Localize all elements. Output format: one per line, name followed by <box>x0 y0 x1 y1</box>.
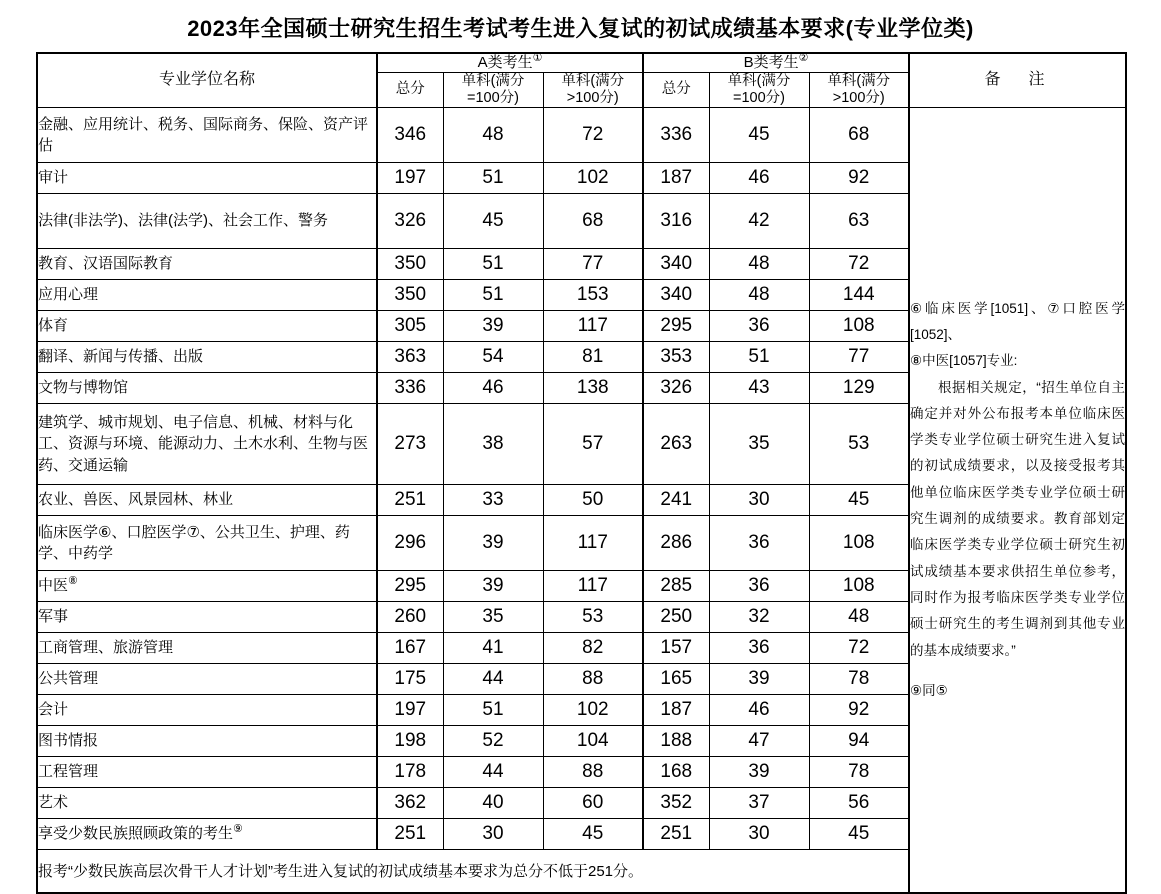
row-b-single-gt100: 56 <box>809 787 909 818</box>
page-title: 2023年全国硕士研究生招生考试考生进入复试的初试成绩基本要求(专业学位类) <box>187 16 974 41</box>
row-a-single-gt100: 117 <box>543 515 643 570</box>
row-b-total: 168 <box>643 756 709 787</box>
row-a-single-eq100: 51 <box>443 248 543 279</box>
row-a-single-eq100: 33 <box>443 484 543 515</box>
row-b-single-gt100: 77 <box>809 341 909 372</box>
row-b-single-gt100: 48 <box>809 601 909 632</box>
row-major-name: 文物与博物馆 <box>37 372 377 403</box>
row-a-single-gt100: 102 <box>543 162 643 193</box>
row-a-single-gt100: 57 <box>543 403 643 484</box>
row-b-single-gt100: 78 <box>809 663 909 694</box>
header-group-b <box>643 53 909 72</box>
row-b-single-eq100: 39 <box>709 663 809 694</box>
row-a-single-eq100: 41 <box>443 632 543 663</box>
remark-line-1: ⑥临床医学[1051]、⑦口腔医学[1052]、 <box>910 300 1125 342</box>
header-major-name: 专业学位名称 <box>37 53 377 107</box>
row-a-total: 260 <box>377 601 443 632</box>
row-b-total: 165 <box>643 663 709 694</box>
row-major-name: 艺术 <box>37 787 377 818</box>
footer-note: 报考“少数民族高层次骨干人才计划”考生进入复试的初试成绩基本要求为总分不低于251分。 <box>37 849 909 893</box>
row-a-single-eq100: 51 <box>443 279 543 310</box>
row-b-total: 187 <box>643 162 709 193</box>
row-b-single-eq100: 43 <box>709 372 809 403</box>
table-head <box>37 53 1126 107</box>
row-b-single-gt100: 108 <box>809 570 909 601</box>
row-b-single-gt100: 45 <box>809 484 909 515</box>
header-b-total: 总分 <box>643 72 709 107</box>
header-a-single-gt100-line1: 单科(满分 <box>561 72 625 89</box>
row-a-total: 295 <box>377 570 443 601</box>
row-b-total: 241 <box>643 484 709 515</box>
row-b-total: 316 <box>643 193 709 248</box>
row-b-single-gt100: 45 <box>809 818 909 849</box>
row-a-single-eq100: 30 <box>443 818 543 849</box>
row-b-single-gt100: 108 <box>809 515 909 570</box>
header-b-single-gt100-line2: >100分) <box>832 89 885 106</box>
row-a-total: 296 <box>377 515 443 570</box>
row-major-name-sup: ⑧ <box>68 575 78 588</box>
row-b-single-gt100: 108 <box>809 310 909 341</box>
row-major-name: 审计 <box>37 162 377 193</box>
row-b-single-gt100: 72 <box>809 632 909 663</box>
row-b-total: 336 <box>643 107 709 162</box>
header-b-single-eq100-line2: =100分) <box>733 89 785 106</box>
table-body <box>37 107 1126 893</box>
row-a-single-gt100: 50 <box>543 484 643 515</box>
row-a-single-eq100: 51 <box>443 162 543 193</box>
row-b-single-eq100: 30 <box>709 484 809 515</box>
row-b-single-gt100: 94 <box>809 725 909 756</box>
row-b-total: 326 <box>643 372 709 403</box>
header-a-single-eq100 <box>443 72 543 107</box>
row-b-single-eq100: 36 <box>709 570 809 601</box>
row-b-total: 157 <box>643 632 709 663</box>
row-b-single-eq100: 35 <box>709 403 809 484</box>
row-major-name: 工商管理、旅游管理 <box>37 632 377 663</box>
row-a-single-eq100: 40 <box>443 787 543 818</box>
header-group-b-sup: ② <box>798 52 809 64</box>
row-a-single-eq100: 52 <box>443 725 543 756</box>
row-b-single-eq100: 30 <box>709 818 809 849</box>
row-b-total: 188 <box>643 725 709 756</box>
row-a-total: 350 <box>377 248 443 279</box>
row-a-total: 326 <box>377 193 443 248</box>
row-a-single-gt100: 102 <box>543 694 643 725</box>
header-remark: 备 注 <box>909 53 1126 107</box>
row-b-single-eq100: 48 <box>709 279 809 310</box>
row-b-single-eq100: 46 <box>709 162 809 193</box>
row-b-single-gt100: 78 <box>809 756 909 787</box>
row-a-total: 178 <box>377 756 443 787</box>
row-a-single-gt100: 72 <box>543 107 643 162</box>
row-major-name: 图书情报 <box>37 725 377 756</box>
remark-line-last: ⑨同⑤ <box>910 682 948 698</box>
header-a-single-eq100-line2: =100分) <box>467 89 519 106</box>
row-major-name: 享受少数民族照顾政策的考生⑨ <box>37 818 377 849</box>
row-major-name: 体育 <box>37 310 377 341</box>
row-b-total: 295 <box>643 310 709 341</box>
row-b-total: 250 <box>643 601 709 632</box>
row-major-name-sup: ⑨ <box>233 823 243 836</box>
row-a-single-gt100: 68 <box>543 193 643 248</box>
row-a-total: 198 <box>377 725 443 756</box>
header-group-a <box>377 53 643 72</box>
row-a-single-gt100: 88 <box>543 756 643 787</box>
row-b-single-eq100: 42 <box>709 193 809 248</box>
row-major-name: 应用心理 <box>37 279 377 310</box>
row-b-single-eq100: 36 <box>709 515 809 570</box>
row-major-name: 翻译、新闻与传播、出版 <box>37 341 377 372</box>
header-b-single-gt100 <box>809 72 909 107</box>
header-b-single-gt100-line1: 单科(满分 <box>827 72 891 89</box>
row-major-name: 工程管理 <box>37 756 377 787</box>
table-header-row-1 <box>37 53 1126 72</box>
row-a-single-gt100: 60 <box>543 787 643 818</box>
row-b-single-eq100: 45 <box>709 107 809 162</box>
row-b-single-eq100: 32 <box>709 601 809 632</box>
row-b-total: 353 <box>643 341 709 372</box>
row-b-total: 286 <box>643 515 709 570</box>
row-a-total: 197 <box>377 694 443 725</box>
row-b-total: 263 <box>643 403 709 484</box>
row-a-single-gt100: 53 <box>543 601 643 632</box>
row-b-total: 285 <box>643 570 709 601</box>
row-b-total: 340 <box>643 279 709 310</box>
row-b-single-eq100: 39 <box>709 756 809 787</box>
remark-line-2: ⑧中医[1057]专业: <box>910 353 1018 369</box>
row-major-name: 会计 <box>37 694 377 725</box>
row-a-total: 175 <box>377 663 443 694</box>
row-b-single-eq100: 37 <box>709 787 809 818</box>
header-group-b-label: B类考生 <box>743 54 799 71</box>
row-a-single-gt100: 82 <box>543 632 643 663</box>
row-a-total: 167 <box>377 632 443 663</box>
row-b-single-gt100: 68 <box>809 107 909 162</box>
row-major-name: 法律(非法学)、法律(法学)、社会工作、警务 <box>37 193 377 248</box>
row-major-name: 临床医学⑥、口腔医学⑦、公共卫生、护理、药学、中药学 <box>37 515 377 570</box>
row-major-name: 金融、应用统计、税务、国际商务、保险、资产评估 <box>37 107 377 162</box>
row-major-name: 农业、兽医、风景园林、林业 <box>37 484 377 515</box>
row-a-single-eq100: 35 <box>443 601 543 632</box>
row-a-single-eq100: 39 <box>443 310 543 341</box>
row-a-single-gt100: 117 <box>543 310 643 341</box>
header-b-single-eq100 <box>709 72 809 107</box>
row-a-total: 251 <box>377 484 443 515</box>
remark-spacer <box>910 664 1125 678</box>
row-a-single-eq100: 38 <box>443 403 543 484</box>
row-a-single-gt100: 153 <box>543 279 643 310</box>
row-b-single-gt100: 63 <box>809 193 909 248</box>
row-b-single-eq100: 47 <box>709 725 809 756</box>
header-group-a-sup: ① <box>532 52 543 64</box>
row-b-total: 187 <box>643 694 709 725</box>
row-b-total: 251 <box>643 818 709 849</box>
row-a-total: 362 <box>377 787 443 818</box>
row-b-single-gt100: 72 <box>809 248 909 279</box>
row-major-name: 教育、汉语国际教育 <box>37 248 377 279</box>
row-a-single-eq100: 44 <box>443 663 543 694</box>
row-a-single-eq100: 54 <box>443 341 543 372</box>
row-a-single-eq100: 45 <box>443 193 543 248</box>
row-a-total: 346 <box>377 107 443 162</box>
row-a-total: 350 <box>377 279 443 310</box>
row-major-name: 军事 <box>37 601 377 632</box>
row-b-single-eq100: 36 <box>709 310 809 341</box>
header-group-a-label: A类考生 <box>477 54 533 71</box>
row-b-single-eq100: 46 <box>709 694 809 725</box>
row-a-single-eq100: 39 <box>443 515 543 570</box>
row-a-single-eq100: 51 <box>443 694 543 725</box>
header-a-single-eq100-line1: 单科(满分 <box>461 72 525 89</box>
row-a-single-gt100: 117 <box>543 570 643 601</box>
row-a-single-eq100: 44 <box>443 756 543 787</box>
row-b-total: 352 <box>643 787 709 818</box>
row-a-single-gt100: 104 <box>543 725 643 756</box>
row-a-total: 251 <box>377 818 443 849</box>
header-a-single-gt100 <box>543 72 643 107</box>
row-a-single-gt100: 88 <box>543 663 643 694</box>
score-table-container <box>36 52 1125 894</box>
row-b-single-gt100: 92 <box>809 694 909 725</box>
row-a-single-eq100: 39 <box>443 570 543 601</box>
header-a-single-gt100-line2: >100分) <box>566 89 619 106</box>
remark-paragraph: 根据相关规定，“招生单位自主确定并对外公布报考本单位临床医学类专业学位硕士研究生进入复试的初试成绩要求，以及接受报考其他单位临床医学类专业学位硕士研究生调剂的成绩要求。教育部划定临床医学类专业学位硕士研究生初试成绩基本要求供招生单位参考，同时作为报考临床医学类专业学位硕士研究生的考生调剂到其他专业的基本成绩要求。” <box>910 379 1125 658</box>
row-a-total: 363 <box>377 341 443 372</box>
row-b-single-gt100: 53 <box>809 403 909 484</box>
row-a-single-gt100: 77 <box>543 248 643 279</box>
row-b-single-gt100: 129 <box>809 372 909 403</box>
row-major-name: 建筑学、城市规划、电子信息、机械、材料与化工、资源与环境、能源动力、土木水利、生物与医药、交通运输 <box>37 403 377 484</box>
row-a-total: 197 <box>377 162 443 193</box>
row-b-single-eq100: 36 <box>709 632 809 663</box>
row-a-single-gt100: 138 <box>543 372 643 403</box>
row-a-single-eq100: 48 <box>443 107 543 162</box>
row-a-single-gt100: 81 <box>543 341 643 372</box>
row-a-total: 273 <box>377 403 443 484</box>
score-requirements-table <box>36 52 1127 894</box>
header-b-single-eq100-line1: 单科(满分 <box>727 72 791 89</box>
remark-column-cell <box>909 107 1126 893</box>
row-b-single-eq100: 48 <box>709 248 809 279</box>
row-b-total: 340 <box>643 248 709 279</box>
header-a-total: 总分 <box>377 72 443 107</box>
row-major-name: 公共管理 <box>37 663 377 694</box>
table-row <box>37 107 1126 162</box>
row-a-total: 305 <box>377 310 443 341</box>
row-b-single-eq100: 51 <box>709 341 809 372</box>
row-b-single-gt100: 144 <box>809 279 909 310</box>
row-a-total: 336 <box>377 372 443 403</box>
row-b-single-gt100: 92 <box>809 162 909 193</box>
row-a-single-eq100: 46 <box>443 372 543 403</box>
row-major-name: 中医⑧ <box>37 570 377 601</box>
row-a-single-gt100: 45 <box>543 818 643 849</box>
